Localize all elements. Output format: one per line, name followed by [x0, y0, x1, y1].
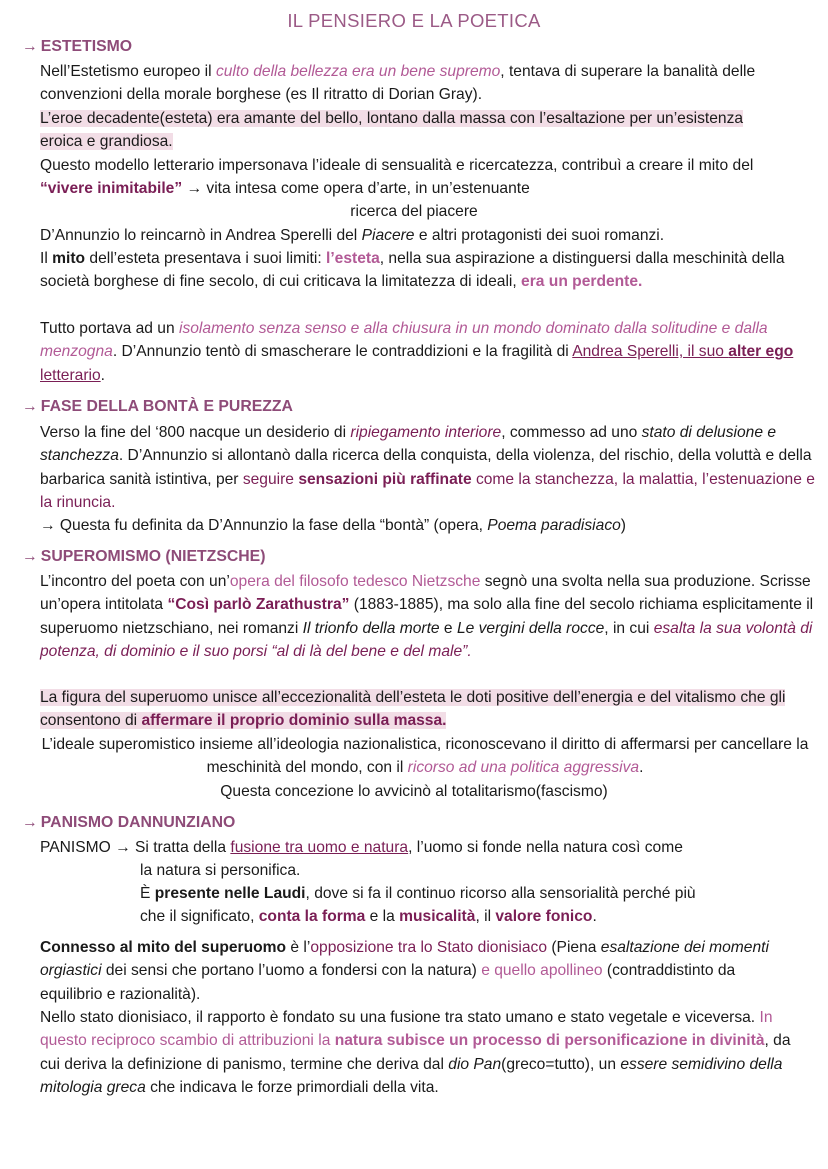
paragraph: È presente nelle Laudi, dove si fa il continuo ricorso alla sensorialità perché più: [140, 885, 696, 902]
underlined-text: fusione tra uomo e natura: [230, 839, 409, 856]
paragraph: la natura si personifica.: [140, 862, 301, 879]
paragraph: Il mito dell’esteta presentava i suoi limiti: l’esteta, nella sua aspirazione a distinguersi dalla meschinità della società borghese di fine secolo, di cui criticava la limitatezza di ideali, era un perdente.: [40, 250, 785, 291]
underlined-text: Andrea Sperelli, il suo alter ego letterario: [40, 343, 794, 384]
paragraph: Nell’Estetismo europeo il culto della bellezza era un bene supremo, tentava di superare la banalità delle convenzioni della morale borghese (es Il ritratto di Dorian Gray).: [40, 63, 756, 104]
heading-text: ESTETISMO: [40, 38, 133, 55]
heading-text: FASE DELLA BONTÀ E PUREZZA: [40, 398, 293, 415]
paragraph-centered: ricerca del piacere: [350, 203, 478, 220]
heading-text: SUPEROMISMO (NIETZSCHE): [40, 548, 266, 565]
heading-text: PANISMO DANNUNZIANO: [40, 814, 236, 831]
section-heading-superomismo: [22, 548, 265, 566]
paragraph: Connesso al mito del superuomo è l’opposizione tra lo Stato dionisiaco (Piena esaltazione dei momenti orgiastici dei sensi che portano l’uomo a fondersi con la natura) e quello apollineo (contraddistinto da equilibrio e razionalità).: [40, 939, 769, 1003]
paragraph: → Questa fu definita da D’Annunzio la fase della “bontà” (opera, Poema paradisiaco): [40, 517, 626, 534]
paragraph: L’incontro del poeta con un’opera del filosofo tedesco Nietzsche segnò una svolta nella sua produzione. Scrisse un’opera intitolata “Così parlò Zarathustra” (1883-1885), ma solo alla fine del secolo richiama esplicitamente il superuomo nietzschiano, nei romanzi Il trionfo della morte e Le vergini della rocce, in cui esalta la sua volontà di potenza, di dominio e il suo porsi “al di là del bene e del male”.: [40, 573, 814, 661]
highlighted-paragraph: L’eroe decadente(esteta) era amante del bello, lontano dalla massa con l’esaltazione per un’esistenza eroica e grandiosa.: [40, 110, 744, 151]
paragraph: Nello stato dionisiaco, il rapporto è fondato su una fusione tra stato umano e stato vegetale e viceversa. In questo reciproco scambio di attribuzioni la natura subisce un processo di personificazione in divinità, da cui deriva la definizione di panismo, termine che deriva dal dio Pan(greco=tutto), un essere semidivino della mitologia greca che indicava le forze primordiali della vita.: [40, 1009, 791, 1097]
section-heading-panismo: [22, 814, 235, 832]
paragraph-centered: Questa concezione lo avvicinò al totalitarismo(fascismo): [220, 783, 608, 800]
paragraph: che il significato, conta la forma e la musicalità, il valore fonico.: [140, 908, 597, 925]
section-heading-bonta: [22, 398, 293, 416]
paragraph: Questo modello letterario impersonava l’ideale di sensualità e ricercatezza, contribuì a creare il mito del “vivere inimitabile” → vita intesa come opera d’arte, in un’estenuante: [40, 157, 754, 198]
paragraph: Verso la fine del ‘800 nacque un desiderio di ripiegamento interiore, commesso ad uno stato di delusione e stanchezza. D’Annunzio si allontanò dalla ricerca della conquista, della violenza, del rischio, della voluttà e della barbarica sanità istintiva, per seguire sensazioni più raffinate come la stanchezza, la malattia, l’estenuazione e la rinuncia.: [40, 424, 815, 512]
section-heading-estetismo: [22, 38, 132, 56]
arrow-icon: →: [22, 548, 38, 565]
paragraph-centered: L’ideale superomistico insieme all’ideologia nazionalistica, riconoscevano il diritto di affermarsi per cancellare la meschinità del mondo, con il ricorso ad una politica aggressiva.: [41, 736, 809, 777]
highlighted-paragraph: La figura del superuomo unisce all’eccezionalità dell’esteta le doti positive dell’energia e del vitalismo che gli consentono di affermare il proprio dominio sulla massa.: [40, 689, 786, 730]
arrow-icon: →: [22, 38, 38, 55]
page-title: IL PENSIERO E LA POETICA: [287, 10, 541, 31]
arrow-icon: →: [22, 398, 38, 415]
paragraph: Tutto portava ad un isolamento senza senso e alla chiusura in un mondo dominato dalla solitudine e dalla menzogna. D’Annunzio tentò di smascherare le contraddizioni e la fragilità di Andrea Sperelli, il suo alter ego letterario.: [40, 320, 794, 384]
paragraph: D’Annunzio lo reincarnò in Andrea Sperelli del Piacere e altri protagonisti dei suoi romanzi.: [40, 227, 665, 244]
paragraph: PANISMO → Si tratta della fusione tra uomo e natura, l’uomo si fonde nella natura così come: [40, 839, 683, 856]
arrow-icon: →: [22, 814, 38, 831]
